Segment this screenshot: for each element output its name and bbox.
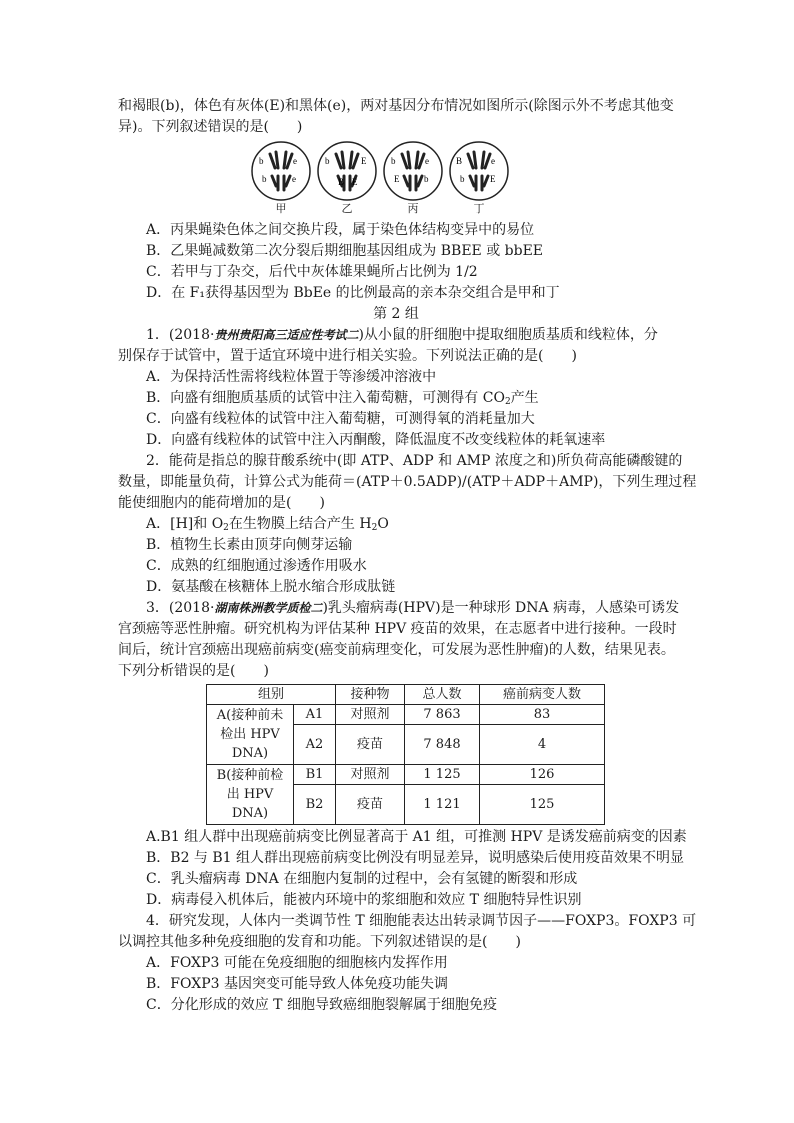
table-header-row: [207, 685, 605, 705]
q0-option-c: C．若甲与丁杂交，后代中灰体雄果蝇所占比例为 1/2: [146, 264, 478, 280]
gene-label: b: [259, 156, 264, 166]
q2-option-d: D．氨基酸在核糖体上脱水缩合形成肽链: [146, 579, 396, 595]
group-b-line: DNA): [231, 806, 269, 821]
q4-option-b: B．FOXP3 基因突变可能导致人体免疫功能失调: [146, 976, 448, 992]
q1-b-subscript: 2: [504, 397, 511, 407]
q3-stem-prefix: 3．(2018·: [146, 600, 215, 616]
cell-label: 乙: [341, 202, 353, 215]
q1-source: 贵州贵阳高三适应性考试二: [214, 328, 359, 342]
table-row: [207, 765, 605, 785]
q2-stem-line-2: 数量，即能量负荷，计算公式为能荷＝(ATP＋0.5ADP)/(ATP＋ADP＋AMP)，下列生理过程: [118, 474, 697, 490]
q2-option-a: [118, 514, 674, 535]
total-cell: 7 863: [405, 705, 480, 725]
gene-label: b: [262, 174, 267, 184]
header-agent: 接种物: [336, 685, 405, 705]
q1-option-c: C．向盛有线粒体的试管中注入葡萄糖，可测得氧的消耗量加大: [146, 411, 535, 427]
gene-label: b: [325, 156, 330, 166]
gene-label: b: [424, 174, 429, 184]
cell-yi-icon: [316, 140, 378, 202]
q1-option-b: [118, 388, 674, 409]
gene-label: B: [338, 177, 345, 187]
header-group: 组别: [207, 685, 336, 705]
cell-label: 甲: [275, 202, 287, 215]
q1-stem-line-1: [118, 325, 674, 346]
worksheet-page: [118, 96, 697, 1016]
cases-cell: 83: [480, 705, 605, 725]
cell-diagram-bing: [380, 140, 446, 216]
q2-a-text-mid: 在生物膜上结合产生 H: [228, 516, 372, 532]
group-a-line: DNA): [231, 746, 269, 761]
intro-line-1: 和褐眼(b)，体色有灰体(E)和黑体(e)，两对基因分布情况如图所示(除图示外不考虑其他变: [118, 98, 674, 114]
intro-line-2: 异)。下列叙述错误的是( ): [118, 119, 303, 135]
subgroup-cell: B2: [294, 785, 336, 825]
cell-diagram-yi: [314, 140, 380, 216]
cases-cell: 4: [480, 725, 605, 765]
chromosome-figure: [118, 140, 674, 218]
cell-ding-icon: [448, 140, 510, 202]
q2-option-b: B．植物生长素由顶芽向侧芽运输: [146, 537, 353, 553]
header-cases: 癌前病变人数: [480, 685, 605, 705]
q2-a-text-end: O: [377, 516, 389, 532]
q1-stem-prefix: 1．(2018·: [146, 327, 215, 343]
subgroup-cell: A1: [294, 705, 336, 725]
q3-stem-line-1: [118, 598, 680, 619]
q2-option-c: C．成熟的红细胞通过渗透作用吸水: [146, 558, 367, 574]
gene-label: B: [456, 156, 463, 166]
gene-label: E: [352, 177, 358, 187]
header-total: 总人数: [405, 685, 480, 705]
cell-label: 丁: [473, 202, 485, 215]
q1-b-text-end: 产生: [510, 390, 539, 406]
q3-option-a: A.B1 组人群中出现癌前病变比例显著高于 A1 组，可推测 HPV 是诱发癌前病变的因素: [146, 829, 687, 845]
group-a-cell: [207, 705, 294, 765]
q1-b-text: B．向盛有细胞质基质的试管中注入葡萄糖，可测得有 CO: [146, 390, 505, 406]
q0-option-d: D．在 F₁获得基因型为 BbEe 的比例最高的亲本杂交组合是甲和丁: [146, 285, 560, 301]
q0-option-a: A．丙果蝇染色体之间交换片段，属于染色体结构变异中的易位: [146, 222, 535, 238]
cell-jia-icon: [250, 140, 312, 202]
q3-stem-line-3: 间后，统计宫颈癌出现癌前病变(癌变前病理变化，可发展为恶性肿瘤)的人数，结果见表。: [118, 642, 675, 658]
hpv-results-table: [206, 684, 605, 825]
subgroup-cell: A2: [294, 725, 336, 765]
q4-option-c: C．分化形成的效应 T 细胞导致癌细胞裂解属于细胞免疫: [146, 997, 497, 1013]
gene-label: e: [491, 156, 495, 166]
gene-label: e: [425, 156, 429, 166]
gene-label: e: [292, 174, 296, 184]
q3-source: 湖南株洲教学质检二: [214, 601, 323, 615]
gene-label: E: [361, 156, 367, 166]
q1-option-d: D．向盛有线粒体的试管中注入丙酮酸，降低温度不改变线粒体的耗氧速率: [146, 432, 606, 448]
q3-stem-line-2: 宫颈癌等恶性肿瘤。研究机构为评估某种 HPV 疫苗的效果，在志愿者中进行接种。一段时: [118, 621, 677, 637]
agent-cell: 疫苗: [336, 725, 405, 765]
q2-a-subscript-1: 2: [223, 523, 229, 533]
total-cell: 1 121: [405, 785, 480, 825]
gene-label: b: [460, 174, 465, 184]
q2-a-subscript-2: 2: [371, 523, 378, 533]
cases-cell: 126: [480, 765, 605, 785]
cell-diagram-ding: [446, 140, 512, 216]
agent-cell: 疫苗: [336, 785, 405, 825]
total-cell: 7 848: [405, 725, 480, 765]
group-b-cell: [207, 765, 294, 825]
q3-stem-line-4: 下列分析错误的是( ): [118, 663, 269, 679]
group-a-line: A(接种前未: [216, 708, 284, 723]
q4-stem-line-2: 以调控其他多种免疫细胞的发育和功能。下列叙述错误的是( ): [118, 934, 521, 950]
cell-label: 丙: [407, 202, 419, 215]
q3-option-d: D．病毒侵入机体后，能被内环境中的浆细胞和效应 T 细胞特异性识别: [146, 892, 582, 908]
q1-stem-line-2: 别保存于试管中，置于适宜环境中进行相关实验。下列说法正确的是( ): [118, 348, 577, 364]
q3-option-b: B．B2 与 B1 组人群出现癌前病变比例没有明显差异，说明感染后使用疫苗效果不明显: [146, 850, 685, 866]
gene-label: E: [394, 174, 400, 184]
cell-diagram-jia: [248, 140, 314, 216]
q4-stem-line-1: 4．研究发现，人体内一类调节性 T 细胞能表达出转录调节因子——FOXP3。FOXP3 可: [146, 913, 697, 929]
q2-a-text: A．[H]和 O: [146, 516, 224, 532]
q0-option-b: B．乙果蝇减数第二次分裂后期细胞基因组成为 BBEE 或 bbEE: [146, 243, 544, 259]
gene-label: b: [391, 156, 396, 166]
q2-stem-line-3: 能使细胞内的能荷增加的是( ): [118, 495, 325, 511]
q1-option-a: A．为保持活性需将线粒体置于等渗缓冲溶液中: [146, 369, 437, 385]
group-a-line: 检出 HPV: [220, 727, 280, 742]
total-cell: 1 125: [405, 765, 480, 785]
q2-stem-line-1: 2．能荷是指总的腺苷酸系统中(即 ATP、ADP 和 AMP 浓度之和)所负荷高能磷酸键的: [146, 453, 683, 469]
gene-label: e: [293, 156, 297, 166]
agent-cell: 对照剂: [336, 705, 405, 725]
q3-option-c: C．乳头瘤病毒 DNA 在细胞内复制的过程中，会有氢键的断裂和形成: [146, 871, 578, 887]
group-title: 第 2 组: [373, 306, 419, 322]
table-row: [207, 705, 605, 725]
subgroup-cell: B1: [294, 765, 336, 785]
q1-stem-rest: )从小鼠的肝细胞中提取细胞质基质和线粒体，分: [358, 327, 658, 343]
gene-label: E: [490, 174, 496, 184]
agent-cell: 对照剂: [336, 765, 405, 785]
q4-option-a: A．FOXP3 可能在免疫细胞的细胞核内发挥作用: [146, 955, 448, 971]
cell-bing-icon: [382, 140, 444, 202]
q3-stem-rest: )乳头瘤病毒(HPV)是一种球形 DNA 病毒，人感染可诱发: [322, 600, 680, 616]
group-b-line: B(接种前检: [216, 768, 284, 783]
cases-cell: 125: [480, 785, 605, 825]
group-b-line: 出 HPV: [226, 787, 274, 802]
